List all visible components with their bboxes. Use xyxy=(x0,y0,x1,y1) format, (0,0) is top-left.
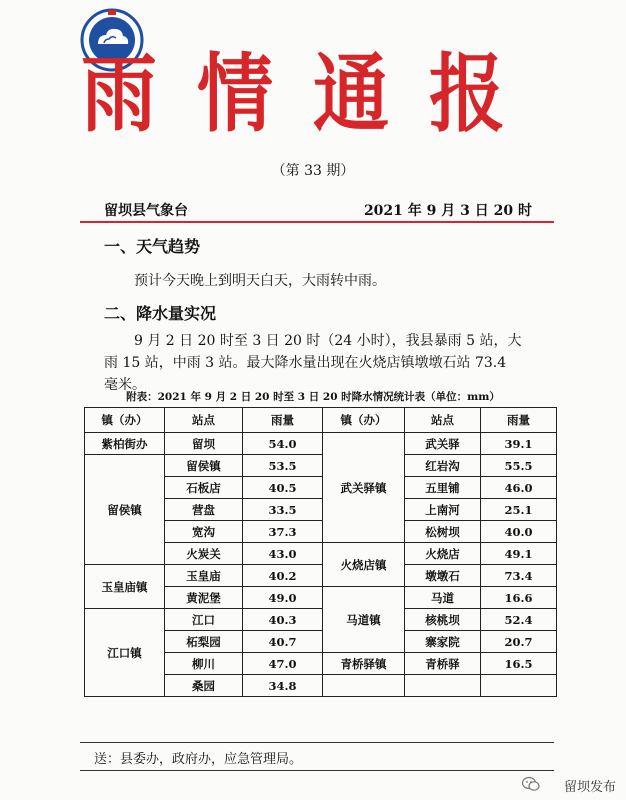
station-cell: 红岩沟 xyxy=(405,455,481,477)
section-rainfall-text: 9 月 2 日 20 时至 3 日 20 时（24 小时），我县暴雨 5 站，大雨 15 站，中雨 3 站。最大降水量出现在火烧店镇墩墩石站 73.4 毫米。 xyxy=(104,333,522,393)
header-divider xyxy=(80,221,554,223)
watermark-account-name: 留坝发布 xyxy=(563,780,616,795)
station-cell: 五里铺 xyxy=(405,477,481,499)
header-station-left: 站点 xyxy=(165,408,243,433)
station-cell: 墩墩石 xyxy=(405,565,481,587)
rainfall-cell: 40.7 xyxy=(243,631,323,653)
town-cell: 火烧店镇 xyxy=(323,543,405,587)
station-cell: 柘梨园 xyxy=(165,631,243,653)
rainfall-cell: 49.0 xyxy=(243,587,323,609)
rainfall-cell: 33.5 xyxy=(243,499,323,521)
rainfall-cell: 20.7 xyxy=(481,631,557,653)
table-row xyxy=(85,565,557,587)
station-cell: 核桃坝 xyxy=(405,609,481,631)
town-cell: 马道镇 xyxy=(323,587,405,653)
header-rainfall-left: 雨量 xyxy=(243,408,323,433)
station-cell: 火烧店 xyxy=(405,543,481,565)
rainfall-cell: 25.1 xyxy=(481,499,557,521)
station-cell: 玉皇庙 xyxy=(165,565,243,587)
header-rainfall-right: 雨量 xyxy=(481,408,557,433)
rainfall-cell: 40.0 xyxy=(481,521,557,543)
rainfall-cell xyxy=(481,675,557,697)
header-station-right: 站点 xyxy=(405,408,481,433)
town-cell: 江口镇 xyxy=(85,609,165,697)
header-town-left: 镇（办） xyxy=(85,408,165,433)
table-header-row xyxy=(85,408,557,433)
rainfall-cell: 46.0 xyxy=(481,477,557,499)
rainfall-cell: 52.4 xyxy=(481,609,557,631)
station-cell: 留侯镇 xyxy=(165,455,243,477)
section-weather-trend-text: 预计今天晚上到明天白天，大雨转中雨。 xyxy=(134,273,386,289)
station-cell: 桑园 xyxy=(165,675,243,697)
rainfall-cell: 16.6 xyxy=(481,587,557,609)
station-cell: 松树坝 xyxy=(405,521,481,543)
footer-divider-top xyxy=(80,742,554,743)
station-cell: 青桥驿 xyxy=(405,653,481,675)
station-cell: 上南河 xyxy=(405,499,481,521)
rainfall-cell: 37.3 xyxy=(243,521,323,543)
station-cell: 石板店 xyxy=(165,477,243,499)
rainfall-cell: 16.5 xyxy=(481,653,557,675)
section-weather-trend-title: 一、天气趋势 xyxy=(104,237,201,256)
town-cell: 紫柏街办 xyxy=(85,433,165,455)
station-cell: 营盘 xyxy=(165,499,243,521)
rainfall-cell: 49.1 xyxy=(481,543,557,565)
rainfall-cell: 53.5 xyxy=(243,455,323,477)
rainfall-cell: 40.5 xyxy=(243,477,323,499)
town-cell: 留侯镇 xyxy=(85,455,165,565)
issuing-organization: 留坝县气象台 xyxy=(104,203,188,219)
station-cell xyxy=(405,675,481,697)
station-cell: 江口 xyxy=(165,609,243,631)
rainfall-cell: 73.4 xyxy=(481,565,557,587)
table-row xyxy=(85,609,557,631)
issue-number: （第 33 期） xyxy=(271,163,355,179)
town-cell: 玉皇庙镇 xyxy=(85,565,165,609)
rainfall-cell: 43.0 xyxy=(243,543,323,565)
rainfall-cell: 54.0 xyxy=(243,433,323,455)
masthead-title: 雨情通报 xyxy=(81,44,545,144)
rainfall-cell: 40.3 xyxy=(243,609,323,631)
rainfall-cell: 40.2 xyxy=(243,565,323,587)
station-cell: 武关驿 xyxy=(405,433,481,455)
station-cell: 柳川 xyxy=(165,653,243,675)
rainfall-table xyxy=(84,407,557,697)
rainfall-cell: 34.8 xyxy=(243,675,323,697)
table-row xyxy=(85,433,557,455)
rainfall-cell: 39.1 xyxy=(481,433,557,455)
rainfall-cell: 47.0 xyxy=(243,653,323,675)
station-cell: 留坝 xyxy=(165,433,243,455)
station-cell: 寨家院 xyxy=(405,631,481,653)
table-caption: 附表：2021 年 9 月 2 日 20 时至 3 日 20 时降水情况统计表（单位：mm） xyxy=(126,391,500,403)
table-row xyxy=(85,455,557,477)
distribution-list: 送：县委办，政府办，应急管理局。 xyxy=(94,752,303,767)
station-cell: 黄泥堡 xyxy=(165,587,243,609)
town-cell xyxy=(323,675,405,697)
town-cell: 青桥驿镇 xyxy=(323,653,405,675)
section-rainfall-title: 二、降水量实况 xyxy=(104,304,217,323)
footer-divider-bottom xyxy=(80,770,554,771)
issue-date: 2021 年 9 月 3 日 20 时 xyxy=(363,203,532,219)
town-cell: 武关驿镇 xyxy=(323,433,405,543)
station-cell: 火炭关 xyxy=(165,543,243,565)
wechat-icon xyxy=(522,776,540,792)
station-cell: 宽沟 xyxy=(165,521,243,543)
rainfall-cell: 55.5 xyxy=(481,455,557,477)
header-town-right: 镇（办） xyxy=(323,408,405,433)
station-cell: 马道 xyxy=(405,587,481,609)
